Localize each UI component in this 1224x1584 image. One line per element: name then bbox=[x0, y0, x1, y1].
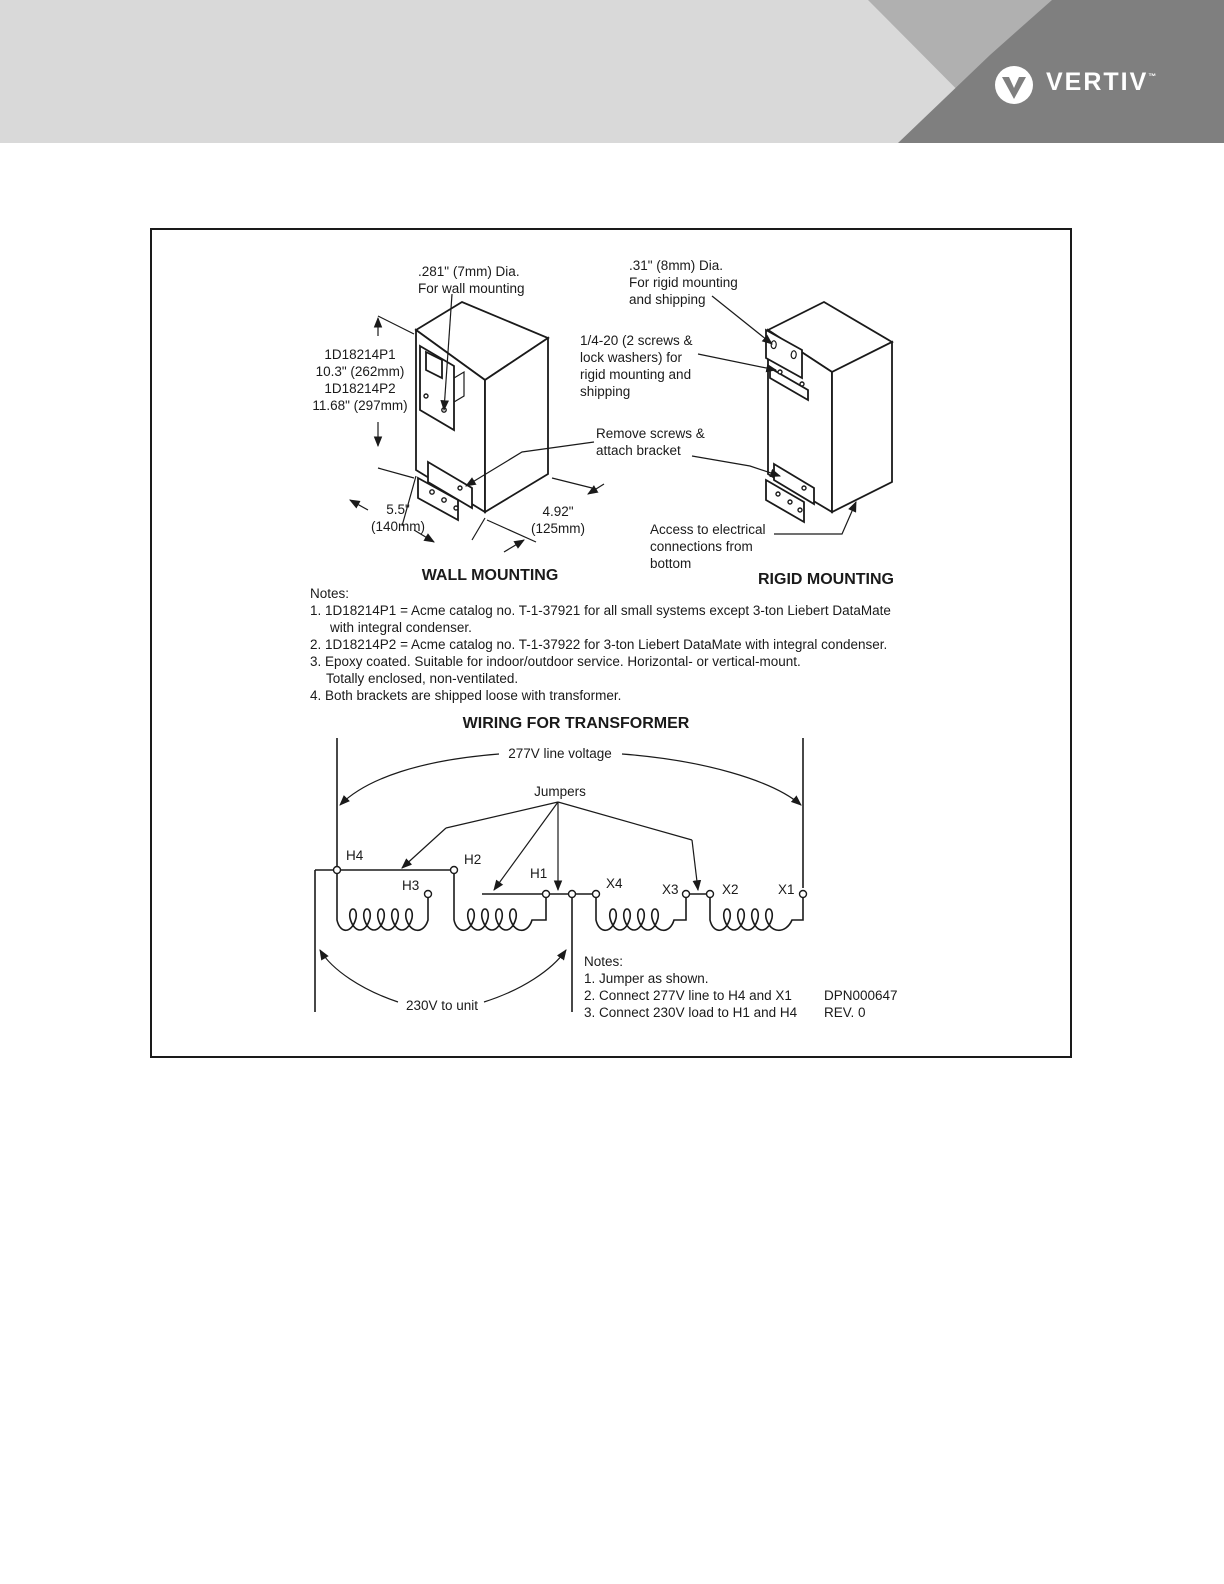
unit-voltage-label: 230V to unit bbox=[405, 998, 479, 1013]
terminal-h2 bbox=[451, 867, 458, 874]
depth-label-1: 4.92" bbox=[542, 504, 574, 519]
terminal-h1 bbox=[543, 891, 550, 898]
label-x2: X2 bbox=[722, 882, 739, 897]
access-label-3: bottom bbox=[650, 556, 692, 571]
terminal-x4 bbox=[593, 891, 600, 898]
note-2: 2. 1D18214P2 = Acme catalog no. T-1-37922 for 3-ton Liebert DataMate with integral condenser. bbox=[310, 637, 888, 652]
terminal-x1 bbox=[800, 891, 807, 898]
label-x4: X4 bbox=[606, 876, 623, 891]
terminal-h4 bbox=[334, 867, 341, 874]
rigid-hole-label-1: .31" (8mm) Dia. bbox=[629, 258, 724, 273]
revision-label: REV. 0 bbox=[824, 1005, 866, 1020]
width-label-2: (140mm) bbox=[370, 519, 426, 534]
wiring-note-2: 2. Connect 277V line to H4 and X1 bbox=[584, 988, 792, 1003]
jumpers-label: Jumpers bbox=[534, 784, 586, 799]
wall-hole-label-2: For wall mounting bbox=[418, 281, 525, 296]
height-label-3: 1D18214P2 bbox=[324, 381, 396, 396]
note-1a: 1. 1D18214P1 = Acme catalog no. T-1-37921 for all small systems except 3-ton Liebert DataMate bbox=[310, 603, 891, 618]
remove-screws-label-2: attach bracket bbox=[596, 443, 681, 458]
wiring-notes-title: Notes: bbox=[584, 954, 624, 969]
label-h3: H3 bbox=[402, 878, 420, 893]
transformer-drawing bbox=[152, 230, 1070, 1056]
wiring-note-1: 1. Jumper as shown. bbox=[584, 971, 709, 986]
remove-screws-label-1: Remove screws & bbox=[596, 426, 705, 441]
figure-frame bbox=[150, 228, 1072, 1058]
screw-label-3: rigid mounting and bbox=[580, 367, 692, 382]
rigid-hole-label-3: and shipping bbox=[629, 292, 706, 307]
notes-title: Notes: bbox=[310, 586, 350, 601]
height-label-4: 11.68" (297mm) bbox=[312, 398, 408, 413]
wiring-note-3: 3. Connect 230V load to H1 and H4 bbox=[584, 1005, 798, 1020]
label-h2: H2 bbox=[464, 852, 482, 867]
terminal-tap bbox=[569, 891, 576, 898]
terminal-h3 bbox=[425, 891, 432, 898]
access-label-1: Access to electrical bbox=[650, 522, 766, 537]
note-3a: 3. Epoxy coated. Suitable for indoor/outdoor service. Horizontal- or vertical-mount. bbox=[310, 654, 801, 669]
rigid-mount-transformer bbox=[692, 296, 892, 534]
height-label-1: 1D18214P1 bbox=[324, 347, 396, 362]
screw-label-1: 1/4-20 (2 screws & bbox=[580, 333, 693, 348]
terminal-x3 bbox=[683, 891, 690, 898]
label-h1: H1 bbox=[530, 866, 548, 881]
line-voltage-label: 277V line voltage bbox=[508, 746, 612, 761]
wiring-heading: WIRING FOR TRANSFORMER bbox=[462, 715, 690, 732]
label-h4: H4 bbox=[346, 848, 364, 863]
wall-mounting-heading: WALL MOUNTING bbox=[421, 567, 559, 584]
screw-label-2: lock washers) for bbox=[580, 350, 683, 365]
note-3b: Totally enclosed, non-ventilated. bbox=[326, 671, 519, 686]
depth-label-2: (125mm) bbox=[530, 521, 586, 536]
rigid-hole-label-2: For rigid mounting bbox=[629, 275, 738, 290]
note-1b: with integral condenser. bbox=[330, 620, 472, 635]
terminal-x2 bbox=[707, 891, 714, 898]
rigid-mounting-heading: RIGID MOUNTING bbox=[758, 571, 894, 588]
width-label-1: 5.5" bbox=[386, 502, 410, 517]
label-x3: X3 bbox=[662, 882, 679, 897]
height-label-2: 10.3" (262mm) bbox=[315, 364, 405, 379]
brand-wordmark: VERTIV™ bbox=[1046, 68, 1157, 96]
screw-label-4: shipping bbox=[580, 384, 631, 399]
note-4: 4. Both brackets are shipped loose with transformer. bbox=[310, 688, 622, 703]
wall-hole-label-1: .281" (7mm) Dia. bbox=[418, 264, 520, 279]
dpn-label: DPN000647 bbox=[824, 988, 898, 1003]
label-x1: X1 bbox=[778, 882, 795, 897]
vertiv-logo-mark bbox=[995, 66, 1033, 104]
header-band bbox=[0, 0, 1224, 143]
wiring-diagram bbox=[315, 738, 807, 1012]
access-label-2: connections from bbox=[650, 539, 753, 554]
